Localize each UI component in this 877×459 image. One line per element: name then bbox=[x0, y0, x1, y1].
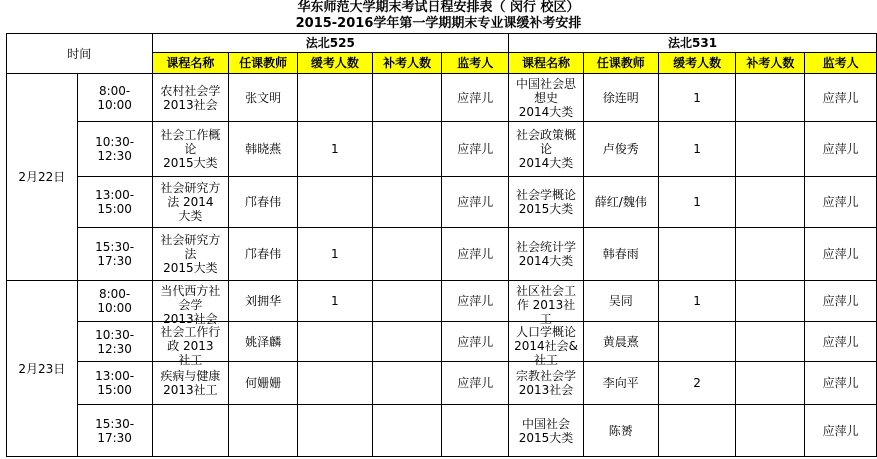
room-a-teacher-cell: 刘拥华 bbox=[229, 281, 298, 322]
course-name-text: 宗教社会学 2013社会 bbox=[516, 369, 577, 397]
course-name-text: 中国社会思 想史 2014大类 bbox=[516, 76, 577, 119]
course-name-text: 社会统计学 2014大类 bbox=[516, 240, 577, 268]
room-a-course-cell bbox=[152, 281, 229, 326]
room-a-makeup-count-cell bbox=[372, 362, 442, 405]
room-a-course-cell bbox=[152, 362, 229, 405]
time-slot-cell: 10:30- 12:30 bbox=[77, 122, 152, 177]
date-cell: 2月23日 bbox=[7, 281, 78, 457]
room-a-proctor-cell: 应萍儿 bbox=[442, 362, 509, 405]
col-makeup-b: 补考人数 bbox=[736, 53, 805, 74]
room-a-course-cell bbox=[152, 122, 229, 177]
room-b-makeup-count-cell bbox=[736, 74, 805, 122]
room-a-proctor-cell: 应萍儿 bbox=[442, 177, 509, 228]
room-b-proctor-cell: 应萍儿 bbox=[805, 74, 877, 122]
room-a-makeup-count-cell bbox=[372, 228, 442, 281]
room-b-course-cell bbox=[509, 228, 584, 281]
room-a-proctor-cell: 应萍儿 bbox=[442, 228, 509, 281]
course-name-text: 人口学概论 2014社会& 社工 bbox=[514, 324, 578, 367]
room-b-course-cell bbox=[509, 177, 584, 228]
time-slot-cell: 8:00- 10:00 bbox=[77, 281, 152, 322]
col-delay-b: 缓考人数 bbox=[658, 53, 736, 74]
room-a-delay-count-cell bbox=[297, 177, 372, 228]
course-name-text: 社会工作概 论 2015大类 bbox=[160, 128, 221, 170]
sheet-title: 华东师范大学期末考试日程安排表（ 闵行 校区） bbox=[297, 0, 580, 15]
time-slot-cell: 15:30- 17:30 bbox=[77, 405, 152, 457]
course-name-text: 农村社会学 2013社会 bbox=[160, 83, 221, 112]
room-b-teacher-cell: 李向平 bbox=[583, 362, 658, 405]
room-b-proctor-cell: 应萍儿 bbox=[805, 177, 877, 228]
table-row bbox=[7, 322, 877, 362]
room-b-makeup-count-cell bbox=[736, 362, 805, 405]
room-b-proctor-cell: 应萍儿 bbox=[805, 405, 877, 457]
time-slot-cell: 13:00- 15:00 bbox=[77, 362, 152, 405]
room-b-delay-count-cell: 1 bbox=[658, 177, 736, 228]
room-a-course-cell bbox=[152, 322, 229, 367]
room-b-teacher-cell: 薛红/魏伟 bbox=[583, 177, 658, 228]
room-a-course-cell bbox=[152, 228, 229, 281]
room-b-makeup-count-cell bbox=[736, 405, 805, 457]
room-b-course-cell bbox=[509, 322, 584, 367]
time-header: 时间 bbox=[7, 34, 153, 74]
course-name-text: 社会学概论 2015大类 bbox=[516, 188, 577, 216]
room-a-delay-count-cell bbox=[297, 322, 372, 362]
room-a-proctor-cell: 应萍儿 bbox=[442, 74, 509, 122]
room-a-makeup-count-cell bbox=[372, 405, 442, 457]
room-b-makeup-count-cell bbox=[736, 122, 805, 177]
col-teacher-b: 任课教师 bbox=[583, 53, 658, 74]
col-teacher-a: 任课教师 bbox=[229, 53, 298, 74]
room-b-proctor-cell: 应萍儿 bbox=[805, 228, 877, 281]
room-a-header: 法北525 bbox=[152, 34, 509, 53]
course-name-text: 中国社会 2015大类 bbox=[518, 416, 574, 445]
room-b-proctor-cell: 应萍儿 bbox=[805, 322, 877, 362]
room-a-makeup-count-cell bbox=[372, 322, 442, 362]
col-proctor-b: 监考人 bbox=[805, 53, 877, 74]
schedule-table bbox=[6, 33, 877, 457]
room-a-makeup-count-cell bbox=[372, 281, 442, 322]
room-b-course-cell bbox=[509, 74, 584, 122]
room-a-makeup-count-cell bbox=[372, 74, 442, 122]
room-b-course-cell bbox=[509, 122, 584, 177]
room-b-teacher-cell: 卢俊秀 bbox=[583, 122, 658, 177]
course-name-text: 疾病与健康 2013社工 bbox=[160, 369, 221, 397]
room-b-delay-count-cell bbox=[658, 228, 736, 281]
table-row bbox=[7, 74, 877, 122]
room-a-proctor-cell: 应萍儿 bbox=[442, 281, 509, 322]
room-b-delay-count-cell bbox=[658, 322, 736, 362]
room-b-course-cell bbox=[509, 362, 584, 405]
room-a-makeup-count-cell bbox=[372, 122, 442, 177]
room-b-proctor-cell: 应萍儿 bbox=[805, 122, 877, 177]
col-delay-a: 缓考人数 bbox=[297, 53, 372, 74]
room-b-teacher-cell: 韩春雨 bbox=[583, 228, 658, 281]
course-name-text: 社会政策概 论 2014大类 bbox=[516, 128, 577, 170]
time-slot-cell: 8:00- 10:00 bbox=[77, 74, 152, 122]
room-a-proctor-cell: 应萍儿 bbox=[442, 322, 509, 362]
room-b-teacher-cell: 黄晨熹 bbox=[583, 322, 658, 362]
room-b-delay-count-cell: 2 bbox=[658, 362, 736, 405]
room-a-course-cell bbox=[152, 74, 229, 122]
room-b-course-cell bbox=[509, 281, 584, 326]
room-a-proctor-cell: 应萍儿 bbox=[442, 122, 509, 177]
room-a-delay-count-cell bbox=[297, 405, 372, 457]
table-row bbox=[7, 122, 877, 177]
room-b-makeup-count-cell bbox=[736, 177, 805, 228]
room-b-header: 法北531 bbox=[509, 34, 877, 53]
room-b-proctor-cell: 应萍儿 bbox=[805, 281, 877, 322]
room-b-delay-count-cell: 1 bbox=[658, 122, 736, 177]
room-a-teacher-cell bbox=[229, 405, 298, 457]
room-b-delay-count-cell: 1 bbox=[658, 74, 736, 122]
time-slot-cell: 10:30- 12:30 bbox=[77, 322, 152, 362]
table-row bbox=[7, 177, 877, 228]
room-a-delay-count-cell bbox=[297, 362, 372, 405]
room-a-makeup-count-cell bbox=[372, 177, 442, 228]
room-a-teacher-cell: 姚泽麟 bbox=[229, 322, 298, 362]
room-a-course-cell bbox=[152, 405, 229, 457]
sheet-subtitle: 2015-2016学年第一学期期末专业课缓补考安排 bbox=[295, 16, 582, 31]
date-cell: 2月22日 bbox=[7, 74, 78, 281]
room-a-course-cell bbox=[152, 177, 229, 228]
room-b-teacher-cell: 徐连明 bbox=[583, 74, 658, 122]
room-a-delay-count-cell: 1 bbox=[297, 281, 372, 322]
room-b-delay-count-cell bbox=[658, 405, 736, 457]
room-a-delay-count-cell bbox=[297, 74, 372, 122]
time-slot-cell: 15:30- 17:30 bbox=[77, 228, 152, 281]
course-name-text: 社区社会工 作 2013社 工 bbox=[516, 283, 577, 326]
time-slot-cell: 13:00- 15:00 bbox=[77, 177, 152, 228]
room-b-proctor-cell: 应萍儿 bbox=[805, 362, 877, 405]
room-b-makeup-count-cell bbox=[736, 281, 805, 322]
table-row bbox=[7, 405, 877, 457]
col-proctor-a: 监考人 bbox=[442, 53, 509, 74]
course-name-text: 社会研究方 法 2014 大类 bbox=[160, 181, 221, 223]
room-a-teacher-cell: 张文明 bbox=[229, 74, 298, 122]
room-b-course-cell bbox=[509, 405, 584, 457]
room-a-teacher-cell: 邝春伟 bbox=[229, 177, 298, 228]
room-a-teacher-cell: 韩晓燕 bbox=[229, 122, 298, 177]
room-a-delay-count-cell: 1 bbox=[297, 122, 372, 177]
room-b-delay-count-cell: 1 bbox=[658, 281, 736, 322]
room-b-makeup-count-cell bbox=[736, 228, 805, 281]
col-course-b: 课程名称 bbox=[509, 53, 584, 74]
table-row bbox=[7, 281, 877, 322]
table-row bbox=[7, 228, 877, 281]
course-name-text: 当代西方社 会学 2013社会 bbox=[160, 283, 221, 326]
course-name-text: 社会工作行 政 2013 社工 bbox=[160, 324, 221, 367]
room-b-teacher-cell: 陈赟 bbox=[583, 405, 658, 457]
room-a-proctor-cell bbox=[442, 405, 509, 457]
col-makeup-a: 补考人数 bbox=[372, 53, 442, 74]
col-course-a: 课程名称 bbox=[152, 53, 229, 74]
room-a-teacher-cell: 邝春伟 bbox=[229, 228, 298, 281]
room-a-delay-count-cell: 1 bbox=[297, 228, 372, 281]
table-row bbox=[7, 362, 877, 405]
room-a-teacher-cell: 何姗姗 bbox=[229, 362, 298, 405]
room-b-makeup-count-cell bbox=[736, 322, 805, 362]
course-name-text: 社会研究方 法 2015大类 bbox=[160, 233, 221, 275]
room-b-teacher-cell: 吴同 bbox=[583, 281, 658, 322]
